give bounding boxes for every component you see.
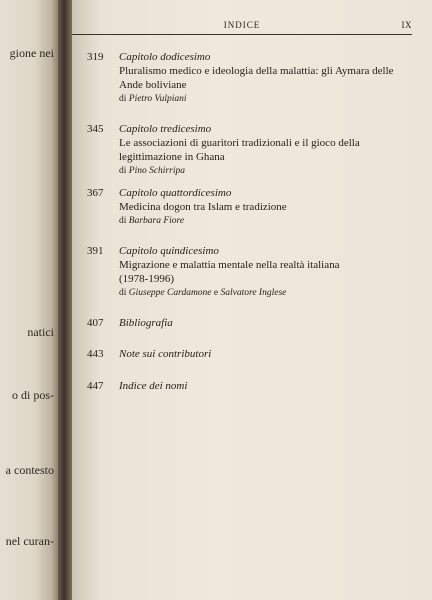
chapter-author	[119, 165, 412, 178]
chapter-author	[119, 215, 412, 228]
left-page-fragment: gione nei	[9, 46, 54, 60]
chapter-author	[119, 287, 412, 300]
toc-entry	[87, 50, 412, 106]
table-of-contents	[72, 0, 432, 600]
author-prefix: di	[119, 288, 127, 298]
author-prefix: di	[119, 216, 127, 226]
left-page-fragment: natici	[27, 325, 54, 339]
chapter-title-line: Le associazioni di guaritori tradizionali e il gioco della	[119, 137, 360, 149]
left-page-fragment: a contesto	[5, 463, 54, 477]
toc-entry-label: Note sui contributori	[119, 348, 212, 360]
toc-entry	[87, 244, 412, 300]
chapter-title-line: legittimazione in Ghana	[119, 151, 225, 163]
chapter-title-line: Migrazione e malattia mentale nella realtà italiana	[119, 259, 340, 271]
toc-entry-label: Bibliografia	[119, 317, 173, 329]
chapter-label: Capitolo tredicesimo	[119, 123, 212, 135]
left-page-fragment: o di pos-	[12, 388, 54, 402]
chapter-label: Capitolo quindicesimo	[119, 245, 219, 257]
toc-page-number: 443	[87, 348, 104, 360]
author-name: Pino Schirripa	[128, 166, 185, 176]
toc-entry-contributors	[87, 347, 412, 361]
chapter-label: Capitolo dodicesimo	[119, 51, 211, 63]
running-title: INDICE	[223, 20, 261, 30]
chapter-title-line: Ande boliviane	[119, 79, 187, 91]
author-name: Salvatore Inglese	[220, 288, 287, 298]
author-join: e	[213, 288, 219, 298]
toc-entry	[87, 186, 412, 228]
toc-page-number: 345	[87, 123, 104, 135]
index-page	[72, 0, 432, 600]
chapter-author	[119, 93, 412, 106]
chapter-label: Capitolo quattordicesimo	[119, 187, 232, 199]
chapter-title-line: (1978-1996)	[119, 273, 174, 285]
toc-entry-name-index	[87, 379, 412, 393]
author-name: Giuseppe Cardamone	[128, 288, 212, 298]
author-prefix: di	[119, 94, 127, 104]
toc-entry-bibliography	[87, 316, 412, 330]
book-gutter	[58, 0, 72, 600]
chapter-title-line: Medicina dogon tra Islam e tradizione	[119, 201, 287, 213]
chapter-title-line: Pluralismo medico e ideologia della malattia: gli Aymara delle	[119, 65, 394, 77]
toc-entry-label: Indice dei nomi	[119, 380, 188, 392]
toc-page-number: 367	[87, 187, 104, 199]
left-facing-page	[0, 0, 58, 600]
page-number: IX	[401, 20, 412, 30]
toc-page-number: 447	[87, 380, 104, 392]
author-name: Pietro Vulpiani	[128, 94, 187, 104]
toc-page-number: 391	[87, 245, 104, 257]
author-name: Barbara Fiore	[128, 216, 185, 226]
author-prefix: di	[119, 166, 127, 176]
toc-page-number: 407	[87, 317, 104, 329]
left-page-fragment: nel curan-	[5, 534, 54, 548]
toc-page-number: 319	[87, 51, 104, 63]
toc-entry	[87, 122, 412, 178]
